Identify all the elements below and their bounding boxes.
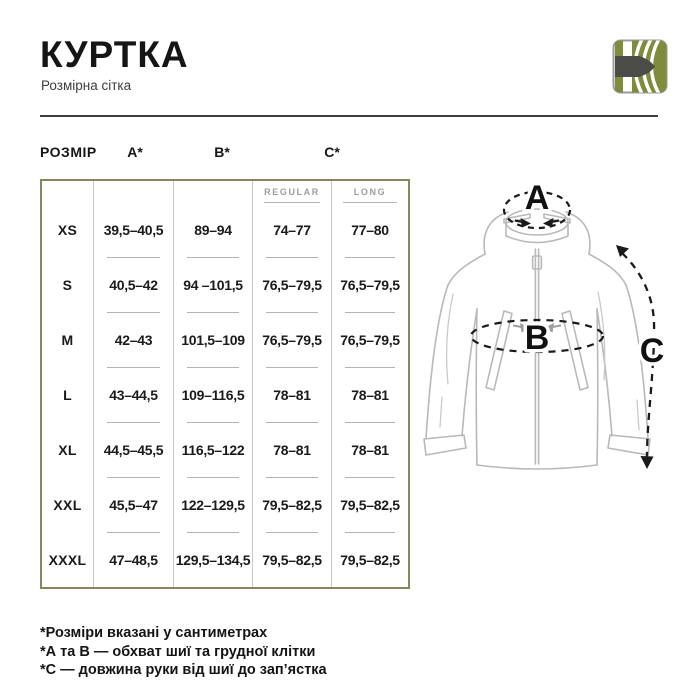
measurement-b-annotation	[471, 319, 603, 357]
value-c-regular: 79,5–82,5	[252, 477, 331, 532]
table-row	[42, 203, 408, 258]
value-c-regular: 76,5–79,5	[252, 258, 331, 313]
subheader-regular: REGULAR	[252, 181, 331, 203]
size-label: M	[61, 332, 74, 349]
table-row	[42, 532, 408, 587]
value-a: 42–43	[93, 313, 173, 368]
value-a: 45,5–47	[93, 477, 173, 532]
measurement-c-label: C	[639, 332, 665, 370]
table-row	[42, 313, 408, 368]
brand-logo-icon	[612, 39, 668, 94]
value-a: 39,5–40,5	[93, 203, 173, 258]
subheader-long: LONG	[331, 181, 408, 203]
value-a: 43–44,5	[93, 368, 173, 423]
value-c-long: 78–81	[331, 368, 408, 423]
measurement-b-label: B	[524, 319, 550, 357]
value-c-long: 79,5–82,5	[331, 477, 408, 532]
size-label: XL	[58, 441, 77, 458]
value-b: 116,5–122	[173, 422, 252, 477]
size-label: XS	[57, 222, 78, 239]
value-b: 89–94	[173, 203, 252, 258]
value-b: 101,5–109	[173, 313, 252, 368]
value-c-long: 77–80	[331, 203, 408, 258]
column-header-a: A*	[127, 144, 143, 160]
arrow-down-icon	[641, 456, 654, 469]
value-c-long: 78–81	[331, 422, 408, 477]
size-label: XXXL	[48, 551, 87, 568]
size-label: XXL	[53, 496, 82, 513]
footnote-units: *Розміри вказані у сантиметрах	[40, 625, 268, 641]
table-row	[42, 368, 408, 423]
measurement-c-annotation	[616, 245, 664, 469]
size-label: S	[62, 277, 73, 294]
value-c-regular: 79,5–82,5	[252, 532, 331, 587]
value-c-long: 76,5–79,5	[331, 258, 408, 313]
footnotes	[40, 624, 327, 680]
value-b: 122–129,5	[173, 477, 252, 532]
size-table	[40, 179, 410, 589]
page-title: КУРТКА	[40, 34, 189, 75]
size-column-header: РОЗМІР	[40, 144, 97, 160]
arrow-up-icon	[616, 245, 629, 257]
value-a: 47–48,5	[93, 532, 173, 587]
value-c-long: 76,5–79,5	[331, 313, 408, 368]
header-divider	[40, 115, 658, 117]
value-c-regular: 76,5–79,5	[252, 313, 331, 368]
size-label: L	[63, 387, 72, 403]
footnote-c: *С — довжина руки від шиї до зап’ястка	[40, 662, 327, 678]
value-c-long: 79,5–82,5	[331, 532, 408, 587]
value-b: 109–116,5	[173, 368, 252, 423]
table-subheader-row	[42, 181, 408, 203]
page-subtitle: Розмірна сітка	[41, 78, 132, 93]
value-b: 94 –101,5	[173, 258, 252, 313]
column-header-c: C*	[324, 144, 340, 160]
table-row	[42, 477, 408, 532]
value-c-regular: 78–81	[252, 422, 331, 477]
value-b: 129,5–134,5	[173, 532, 252, 587]
jacket-measurement-diagram	[420, 172, 700, 484]
value-c-regular: 74–77	[252, 203, 331, 258]
value-a: 40,5–42	[93, 258, 173, 313]
table-row	[42, 422, 408, 477]
value-c-regular: 78–81	[252, 368, 331, 423]
value-a: 44,5–45,5	[93, 422, 173, 477]
column-header-b: B*	[214, 144, 230, 160]
footnote-ab: *А та В — обхват шиї та грудної клітки	[40, 643, 316, 660]
table-row	[42, 258, 408, 313]
measurement-a-label: A	[524, 179, 550, 217]
